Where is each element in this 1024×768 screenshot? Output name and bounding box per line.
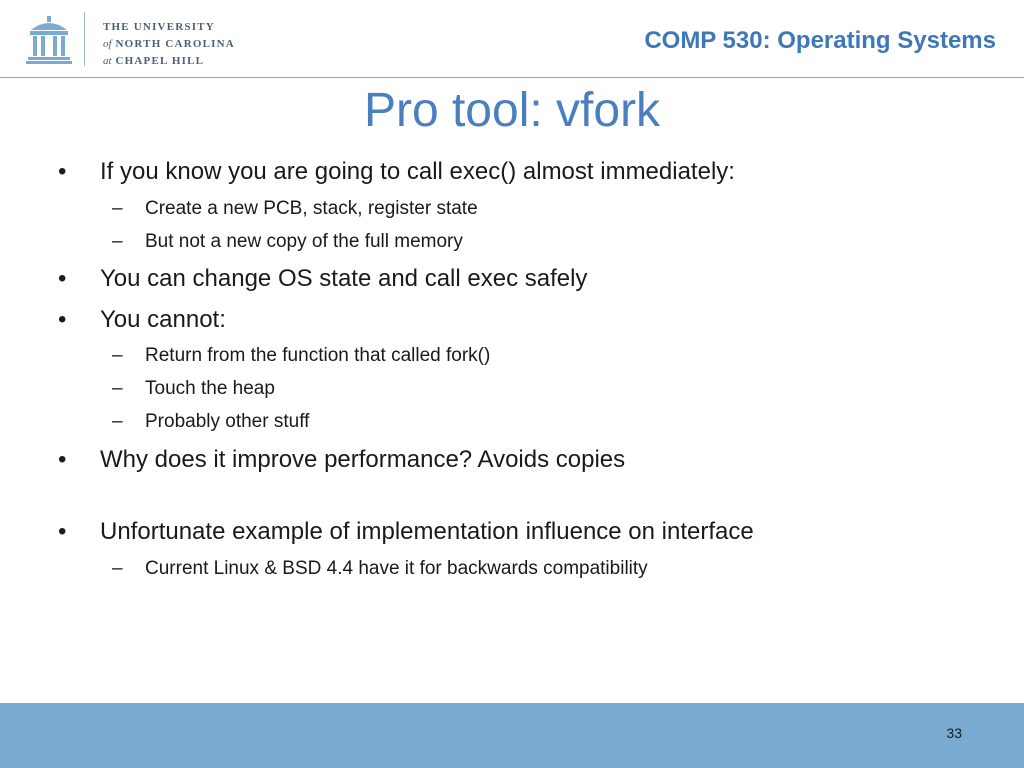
sub-bullet-3-2 bbox=[112, 378, 275, 400]
bullet-4 bbox=[58, 446, 626, 474]
bullet-text: You can change OS state and call exec safely bbox=[100, 265, 588, 292]
old-well-logo-icon bbox=[26, 14, 72, 66]
bullet-glyph: • bbox=[58, 265, 67, 292]
sub-bullet-text: Touch the heap bbox=[145, 378, 275, 399]
sub-bullet-text: Create a new PCB, stack, register state bbox=[145, 198, 478, 219]
bullet-1 bbox=[58, 158, 735, 186]
bullet-5 bbox=[58, 518, 754, 546]
wordmark-line-1: THE UNIVERSITY bbox=[103, 21, 215, 33]
dash-glyph: – bbox=[112, 198, 123, 219]
wordmark-line-3: at CHAPEL HILL bbox=[103, 55, 205, 67]
dash-glyph: – bbox=[112, 378, 123, 399]
bullet-text: Unfortunate example of implementation influence on interface bbox=[100, 518, 754, 545]
bullet-glyph: • bbox=[58, 446, 67, 473]
sub-bullet-3-3 bbox=[112, 411, 310, 433]
sub-bullet-1-2 bbox=[112, 231, 463, 253]
bullet-3 bbox=[58, 306, 226, 334]
university-wordmark bbox=[103, 19, 235, 70]
page-number: 33 bbox=[946, 725, 962, 741]
footer-band bbox=[0, 703, 1024, 768]
dash-glyph: – bbox=[112, 345, 123, 366]
wordmark-line-2: of NORTH CAROLINA bbox=[103, 38, 235, 50]
sub-bullet-text: Current Linux & BSD 4.4 have it for backwards compatibility bbox=[145, 558, 648, 579]
slide-header bbox=[0, 0, 1024, 78]
bullet-glyph: • bbox=[58, 158, 67, 185]
bullet-glyph: • bbox=[58, 306, 67, 333]
dash-glyph: – bbox=[112, 558, 123, 579]
sub-bullet-text: But not a new copy of the full memory bbox=[145, 231, 463, 252]
course-title: COMP 530: Operating Systems bbox=[644, 27, 996, 54]
sub-bullet-text: Probably other stuff bbox=[145, 411, 310, 432]
dash-glyph: – bbox=[112, 231, 123, 252]
sub-bullet-1-1 bbox=[112, 198, 478, 220]
bullet-2 bbox=[58, 265, 588, 293]
sub-bullet-5-1 bbox=[112, 558, 648, 580]
logo-divider bbox=[84, 12, 85, 66]
sub-bullet-3-1 bbox=[112, 345, 491, 367]
bullet-text: If you know you are going to call exec() almost immediately: bbox=[100, 158, 735, 185]
sub-bullet-text: Return from the function that called fork() bbox=[145, 345, 491, 366]
bullet-glyph: • bbox=[58, 518, 67, 545]
slide-title: Pro tool: vfork bbox=[363, 84, 661, 137]
dash-glyph: – bbox=[112, 411, 123, 432]
bullet-text: You cannot: bbox=[100, 306, 226, 333]
bullet-text: Why does it improve performance? Avoids copies bbox=[100, 446, 626, 473]
